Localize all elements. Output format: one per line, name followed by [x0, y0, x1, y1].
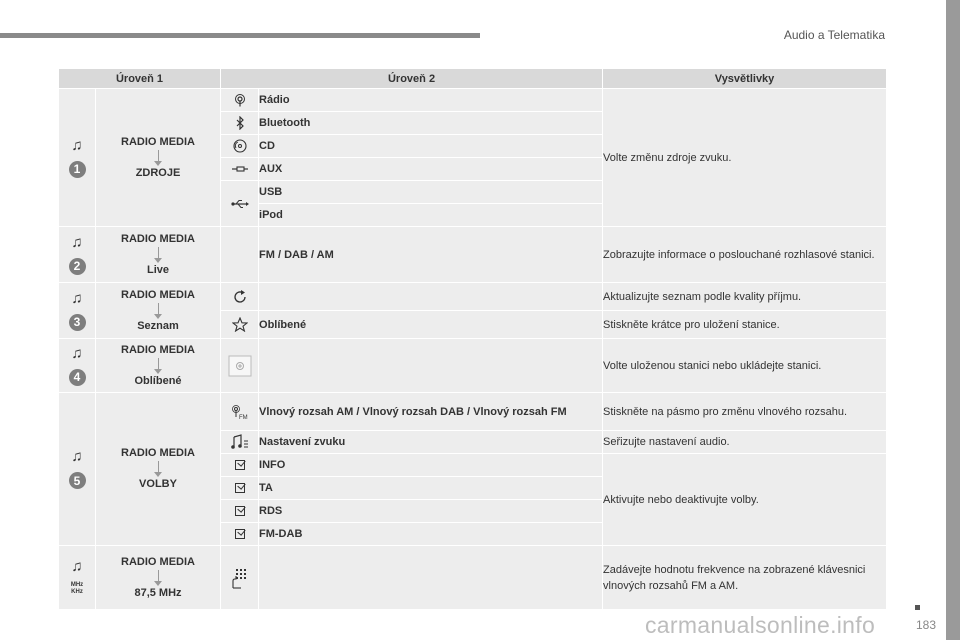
- number-badge: 1: [69, 161, 86, 178]
- checkbox-icon: [235, 529, 245, 539]
- level2-label: Nastavení zvuku: [259, 431, 603, 454]
- level2-label: AUX: [259, 158, 603, 181]
- column-header-level2: Úroveň 2: [221, 69, 603, 89]
- number-badge: 3: [69, 314, 86, 331]
- level2-label: Oblíbené: [259, 311, 603, 339]
- level2-icon-cell: [221, 523, 259, 546]
- explanation-cell: Aktualizujte seznam podle kvality příjmu.: [603, 283, 887, 311]
- table-row: [59, 546, 887, 610]
- level2-icon-cell: [221, 135, 259, 158]
- level2-icon-cell: [221, 181, 259, 227]
- level1-cell: [96, 89, 221, 227]
- level2-label: Rádio: [259, 89, 603, 112]
- arrow-down-icon: [154, 150, 162, 166]
- table-header-row: [59, 69, 887, 89]
- table-row: [59, 89, 887, 112]
- preset-button-icon: [228, 355, 252, 377]
- level1-bottom: ZDROJE: [135, 166, 181, 179]
- level1-top: RADIO MEDIA: [121, 288, 195, 301]
- number-badge: 2: [69, 258, 86, 275]
- page-number: 183: [915, 618, 936, 632]
- level2-label: [259, 546, 603, 610]
- keypad-icon: [230, 567, 250, 589]
- level1-cell: [96, 546, 221, 610]
- star-icon: [232, 317, 248, 332]
- refresh-icon: [232, 289, 248, 305]
- level1-cell: [96, 393, 221, 546]
- level1-bottom: VOLBY: [139, 478, 177, 490]
- level2-label: [259, 283, 603, 311]
- column-header-explanation: Vysvětlivky: [603, 69, 887, 89]
- menu-table: [58, 68, 887, 610]
- level2-icon-cell: [221, 283, 259, 311]
- section-title: Audio a Telematika: [783, 28, 885, 42]
- explanation-cell: Zobrazujte informace o poslouchané rozhlasové stanici.: [603, 227, 887, 283]
- level1-cell: [96, 339, 221, 393]
- level2-label: USB: [259, 181, 603, 204]
- level1-bottom: Oblíbené: [134, 374, 182, 387]
- explanation-cell: Aktivujte nebo deaktivujte volby.: [603, 454, 887, 546]
- number-badge: 5: [69, 472, 86, 489]
- arrow-down-icon: [154, 358, 162, 374]
- level1-bottom: Seznam: [137, 319, 179, 332]
- group-icon-cell: [59, 339, 96, 393]
- explanation-cell: Seřizujte nastavení audio.: [603, 431, 887, 454]
- table-row: [59, 283, 887, 311]
- table-row: [59, 393, 887, 431]
- music-note-icon: ♫: [71, 558, 83, 575]
- level2-icon-cell: [221, 158, 259, 181]
- level1-top: RADIO MEDIA: [121, 343, 195, 356]
- group-icon-cell: [59, 546, 96, 610]
- aux-icon: [232, 165, 248, 173]
- level2-label: iPod: [259, 204, 603, 227]
- level2-label: INFO: [259, 454, 603, 477]
- level1-cell: [96, 227, 221, 283]
- level1-cell: [96, 283, 221, 339]
- explanation-cell: Volte uloženou stanici nebo ukládejte stanici.: [603, 339, 887, 393]
- level1-bottom: 87,5 MHz: [134, 586, 182, 599]
- arrow-down-icon: [154, 461, 162, 477]
- right-sidebar: [946, 0, 960, 640]
- sound-settings-icon: [231, 434, 249, 450]
- svg-text:FM: FM: [238, 414, 248, 420]
- music-note-icon: ♫: [71, 448, 83, 465]
- level2-label: TA: [259, 477, 603, 500]
- group-icon-cell: [59, 227, 96, 283]
- level1-top: RADIO MEDIA: [121, 555, 195, 568]
- level2-label: RDS: [259, 500, 603, 523]
- top-bar: [0, 33, 480, 38]
- level2-icon-cell: [221, 393, 259, 431]
- level2-icon-cell: [221, 227, 259, 283]
- level2-label: Vlnový rozsah AM / Vlnový rozsah DAB / Vlnový rozsah FM: [259, 393, 603, 431]
- level2-label: FM / DAB / AM: [259, 227, 603, 283]
- fm-band-icon: [229, 404, 251, 420]
- number-badge: 4: [69, 369, 86, 386]
- arrow-down-icon: [154, 303, 162, 319]
- watermark: carmanualsonline.info: [645, 612, 876, 638]
- level1-top: RADIO MEDIA: [121, 135, 195, 148]
- level2-icon-cell: [221, 454, 259, 477]
- arrow-down-icon: [154, 570, 162, 586]
- explanation-cell: Stiskněte na pásmo pro změnu vlnového rozsahu.: [603, 393, 887, 431]
- explanation-cell: Zadávejte hodnotu frekvence na zobrazené klávesnici vlnových rozsahů FM a AM.: [603, 546, 887, 610]
- level2-label: CD: [259, 135, 603, 158]
- level2-icon-cell: [221, 89, 259, 112]
- level2-icon-cell: [221, 546, 259, 610]
- music-note-icon: ♫: [71, 289, 83, 307]
- level1-top: RADIO MEDIA: [121, 232, 195, 245]
- level1-bottom: Live: [147, 263, 170, 276]
- music-note-icon: ♫: [71, 233, 83, 251]
- level2-icon-cell: [221, 431, 259, 454]
- table-row: [59, 227, 887, 283]
- group-icon-cell: [59, 393, 96, 546]
- bluetooth-icon: [235, 116, 245, 130]
- level2-label: Bluetooth: [259, 112, 603, 135]
- level2-icon-cell: [221, 339, 259, 393]
- music-note-icon: ♫: [71, 136, 83, 154]
- level2-icon-cell: [221, 500, 259, 523]
- table-row: [59, 339, 887, 393]
- level2-label: FM-DAB: [259, 523, 603, 546]
- level2-icon-cell: [221, 477, 259, 500]
- group-icon-cell: [59, 283, 96, 339]
- column-header-level1: Úroveň 1: [59, 69, 221, 89]
- level2-icon-cell: [221, 112, 259, 135]
- explanation-cell: Volte změnu zdroje zvuku.: [603, 89, 887, 227]
- level2-icon-cell: [221, 311, 259, 339]
- checkbox-icon: [235, 483, 245, 493]
- level1-top: RADIO MEDIA: [121, 447, 195, 459]
- checkbox-icon: [235, 506, 245, 516]
- checkbox-icon: [235, 460, 245, 470]
- page-marker: [915, 605, 920, 610]
- music-note-icon: ♫: [71, 344, 83, 362]
- usb-icon: [231, 199, 249, 209]
- cd-icon: [233, 139, 247, 153]
- frequency-unit-icon: MHz KHz: [70, 582, 84, 595]
- group-icon-cell: [59, 89, 96, 227]
- radio-icon: [233, 93, 247, 107]
- level2-label: [259, 339, 603, 393]
- explanation-cell: Stiskněte krátce pro uložení stanice.: [603, 311, 887, 339]
- arrow-down-icon: [154, 247, 162, 263]
